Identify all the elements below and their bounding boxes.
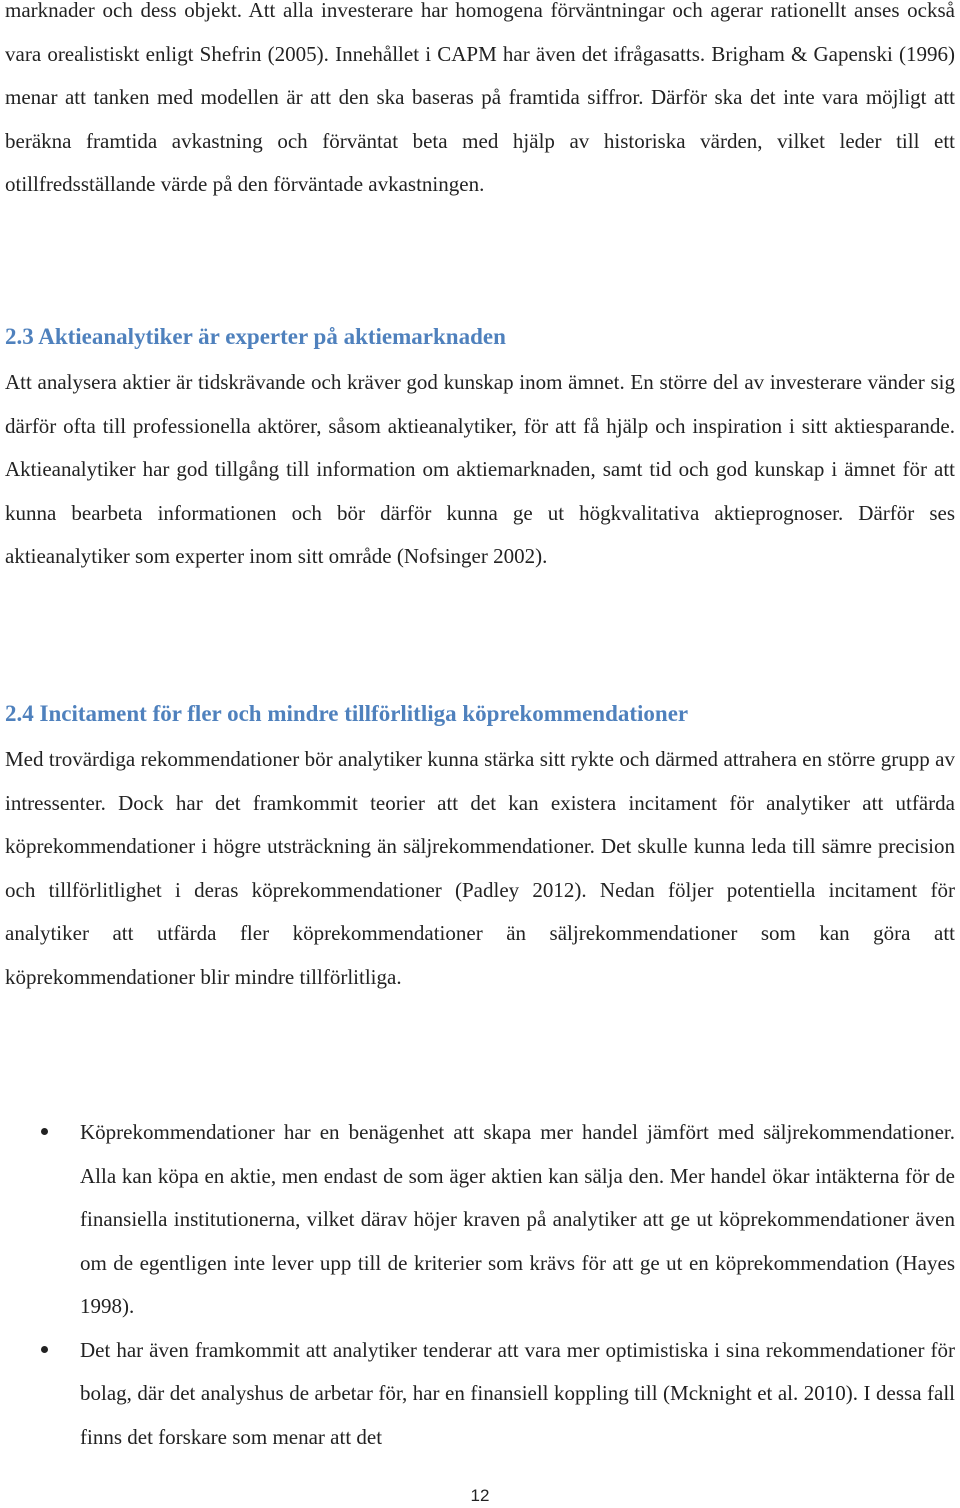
section-2-4-body: Med trovärdiga rekommendationer bör analytiker kunna stärka sitt rykte och därmed attrahera en större grupp av intressenter. Dock har det framkommit teorier att det kan existera incitament för analytiker att utfärda köprekommendationer i högre utsträckning än säljrekommendationer. Det skulle kunna leda till sämre precision och tillförlitlighet i deras köprekommendationer (Padley 2012). Nedan följer potentiella incitament för analytiker att utfärda fler köprekommendationer än säljrekommendationer som kan göra att köprekommendationer blir mindre tillförlitliga.	[5, 747, 955, 989]
page-number: 12	[470, 1486, 490, 1505]
list-item	[0, 1111, 955, 1329]
bullet-icon	[41, 1346, 48, 1353]
intro-paragraph: marknader och dess objekt. Att alla investerare har homogena förväntningar och agerar rationellt anses också vara orealistiskt enligt Shefrin (2005). Innehållet i CAPM har även det ifrågasatts. Brigham & Gapenski (1996) menar att tanken med modellen är att den ska baseras på framtida siffror. Därför ska det inte vara möjligt att beräkna framtida avkastning och förväntat beta med hjälp av historiska värden, vilket leder till ett otillfredsställande värde på den förväntade avkastningen.	[5, 0, 955, 196]
incentive-bullet-list	[0, 1111, 960, 1459]
bullet-text: Det har även framkommit att analytiker tenderar att vara mer optimistiska i sina rekommendationer för bolag, där det analyshus de arbetar för, har en finansiell koppling till (Mcknight et al. 2010). I dessa fall finns det forskare som menar att det	[80, 1337, 955, 1449]
section-heading-2-4	[5, 699, 955, 729]
list-item	[0, 1329, 955, 1460]
section-title: Incitament för fler och mindre tillförlitliga köprekommendationer	[39, 701, 689, 726]
bullet-text: Köprekommendationer har en benägenhet att skapa mer handel jämfört med säljrekommendationer. Alla kan köpa en aktie, men endast de som äger aktien kan sälja den. Mer handel ökar intäkterna för de finansiella institutionerna, vilket därav höjer kraven på analytiker att ge ut köprekommendationer även om de egentligen inte lever upp till de kriterier som krävs för att ge ut en köprekommendation (Hayes 1998).	[80, 1120, 955, 1318]
section-number: 2.4	[5, 701, 34, 726]
section-title: Aktieanalytiker är experter på aktiemarknaden	[38, 324, 506, 349]
section-2-3-body: Att analysera aktier är tidskrävande och kräver god kunskap inom ämnet. En större del av investerare vänder sig därför ofta till professionella aktörer, såsom aktieanalytiker, för att få hjälp och inspiration i sitt aktiesparande. Aktieanalytiker har god tillgång till information om aktiemarknaden, samt tid och god kunskap i ämnet för att kunna bearbeta informationen och bör därför kunna ge ut högkvalitativa aktieprognoser. Därför ses aktieanalytiker som experter inom sitt område (Nofsinger 2002).	[5, 370, 955, 568]
section-number: 2.3	[5, 324, 34, 349]
bullet-icon	[41, 1128, 48, 1135]
section-heading-2-3	[5, 322, 955, 352]
